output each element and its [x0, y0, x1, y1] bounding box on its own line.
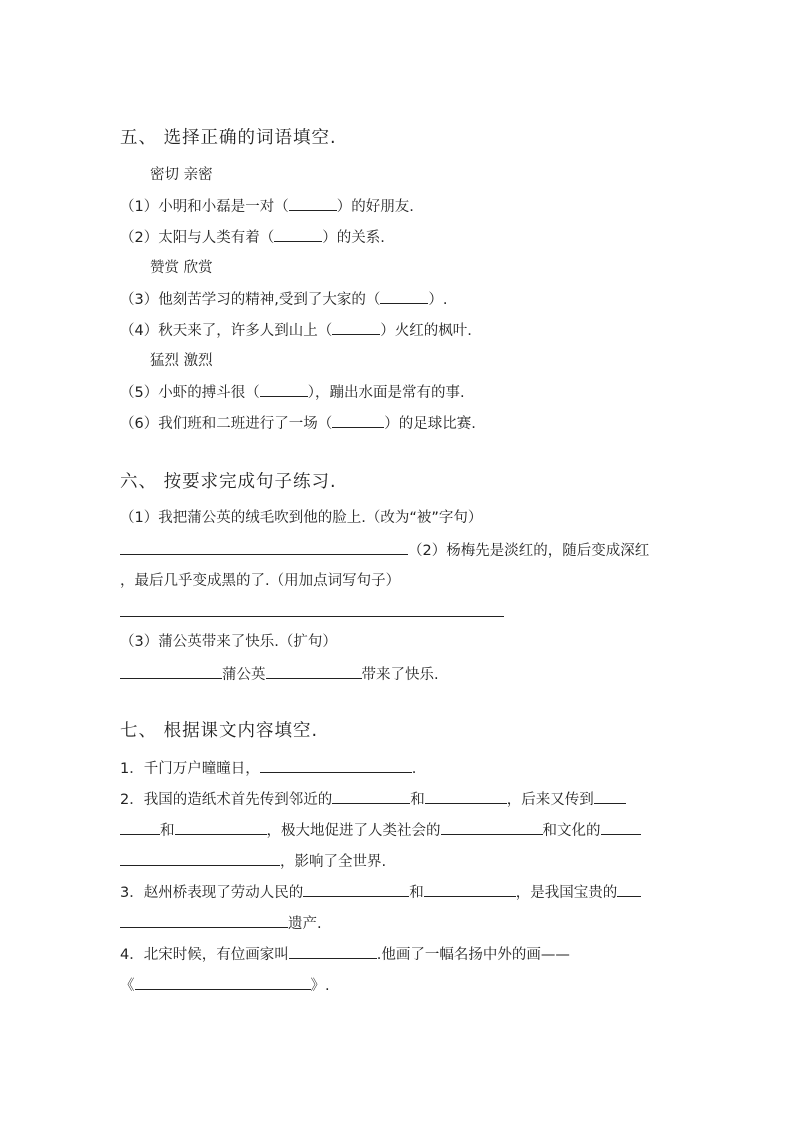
answer-line[interactable] [303, 882, 409, 897]
question-7-2-text-c: ，后来又传到 [506, 792, 594, 808]
question-7-4-text-c: 《 [120, 978, 135, 994]
answer-line[interactable] [120, 602, 504, 617]
question-7-3-text-a: 3．赵州桥表现了劳动人民的 [120, 885, 304, 901]
question-7-2-line-2 [120, 820, 641, 841]
question-7-2-text-a: 2．我国的造纸术首先传到邻近的 [120, 792, 333, 808]
answer-line[interactable] [260, 758, 412, 773]
question-7-4 [120, 944, 570, 965]
question-5-3-text-b: ）. [428, 292, 448, 308]
question-7-1-text-b: . [411, 761, 417, 777]
question-6-3-answer [120, 664, 439, 685]
answer-line[interactable] [175, 820, 267, 835]
question-5-6 [120, 413, 476, 434]
question-7-4-line-2 [120, 975, 330, 996]
question-5-6-text-a: （6）我们班和二班进行了一场（ [120, 416, 333, 432]
question-7-2-text-d: 和 [160, 823, 175, 839]
question-5-4-text-b: ）火红的枫叶. [380, 323, 472, 339]
question-7-4-text-d: 》. [310, 978, 330, 994]
question-7-4-text-a: 4．北宋时候，有位画家叫 [120, 947, 289, 963]
word-choices-2: 赞赏 欣赏 [150, 260, 213, 276]
answer-line[interactable] [332, 789, 410, 804]
question-7-3-text-d: 遗产. [288, 916, 322, 932]
question-5-4 [120, 320, 472, 341]
question-5-1 [120, 196, 414, 217]
answer-line[interactable] [424, 882, 516, 897]
answer-line[interactable] [425, 789, 507, 804]
question-6-2-continued: ，最后几乎变成黑的了.（用加点词写句子） [120, 573, 401, 589]
question-7-3-text-c: ，是我国宝贵的 [515, 885, 618, 901]
blank[interactable] [332, 413, 384, 428]
answer-line[interactable] [120, 913, 288, 928]
question-6-3-word-b: 带来了快乐. [361, 667, 439, 683]
question-5-2 [120, 227, 385, 248]
question-6-3-word-a: 蒲公英 [222, 667, 266, 683]
answer-line[interactable] [617, 882, 641, 897]
question-5-5-text-a: （5）小虾的搏斗很（ [120, 385, 260, 401]
answer-line[interactable] [120, 664, 222, 679]
question-5-3 [120, 289, 447, 310]
blank[interactable] [332, 320, 380, 335]
answer-line[interactable] [289, 944, 377, 959]
question-7-4-text-b: .他画了一幅名扬中外的画—— [376, 947, 570, 963]
answer-line[interactable] [594, 789, 626, 804]
answer-line[interactable] [120, 851, 280, 866]
question-6-2 [120, 540, 649, 561]
question-5-1-text-a: （1）小明和小磊是一对（ [120, 199, 289, 215]
question-7-2-text-e: ，极大地促进了人类社会的 [266, 823, 441, 839]
question-6-1: （1）我把蒲公英的绒毛吹到他的脸上.（改为“被”字句） [120, 510, 483, 526]
question-7-3-line-2 [120, 913, 322, 934]
question-7-2 [120, 789, 626, 810]
question-5-2-text-b: ）的关系. [322, 230, 385, 246]
blank[interactable] [380, 289, 428, 304]
question-7-3-text-b: 和 [409, 885, 424, 901]
answer-line[interactable] [135, 975, 311, 990]
answer-line-row [120, 602, 504, 623]
question-7-2-text-b: 和 [410, 792, 425, 808]
section-6-title: 六、 按要求完成句子练习. [120, 472, 337, 492]
answer-line[interactable] [266, 664, 362, 679]
answer-line[interactable] [120, 820, 160, 835]
question-5-4-text-a: （4）秋天来了，许多人到山上（ [120, 323, 333, 339]
question-6-3: （3）蒲公英带来了快乐.（扩句） [120, 634, 337, 650]
question-6-2-text-a: （2）杨梅先是淡红的，随后变成深红 [408, 543, 650, 559]
question-5-5 [120, 382, 465, 403]
question-7-3 [120, 882, 641, 903]
question-7-2-text-f: 和文化的 [542, 823, 601, 839]
question-5-3-text-a: （3）他刻苦学习的精神,受到了大家的（ [120, 292, 381, 308]
question-5-2-text-a: （2）太阳与人类有着（ [120, 230, 275, 246]
blank[interactable] [274, 227, 322, 242]
answer-line[interactable] [120, 540, 408, 555]
section-5-title: 五、 选择正确的词语填空. [120, 128, 337, 148]
answer-line[interactable] [601, 820, 641, 835]
question-7-2-line-3 [120, 851, 386, 872]
blank[interactable] [289, 196, 337, 211]
question-5-1-text-b: ）的好朋友. [336, 199, 414, 215]
answer-line[interactable] [441, 820, 543, 835]
question-5-6-text-b: ）的足球比赛. [384, 416, 476, 432]
question-7-1-text-a: 1．千门万户曈曈日， [120, 761, 260, 777]
question-7-2-text-g: ，影响了全世界. [280, 854, 387, 870]
word-choices-1: 密切 亲密 [150, 167, 213, 183]
question-7-1 [120, 758, 416, 779]
question-5-5-text-b: ），蹦出水面是常有的事. [307, 385, 465, 401]
blank[interactable] [260, 382, 308, 397]
section-7-title: 七、 根据课文内容填空. [120, 721, 319, 741]
word-choices-3: 猛烈 激烈 [150, 353, 213, 369]
